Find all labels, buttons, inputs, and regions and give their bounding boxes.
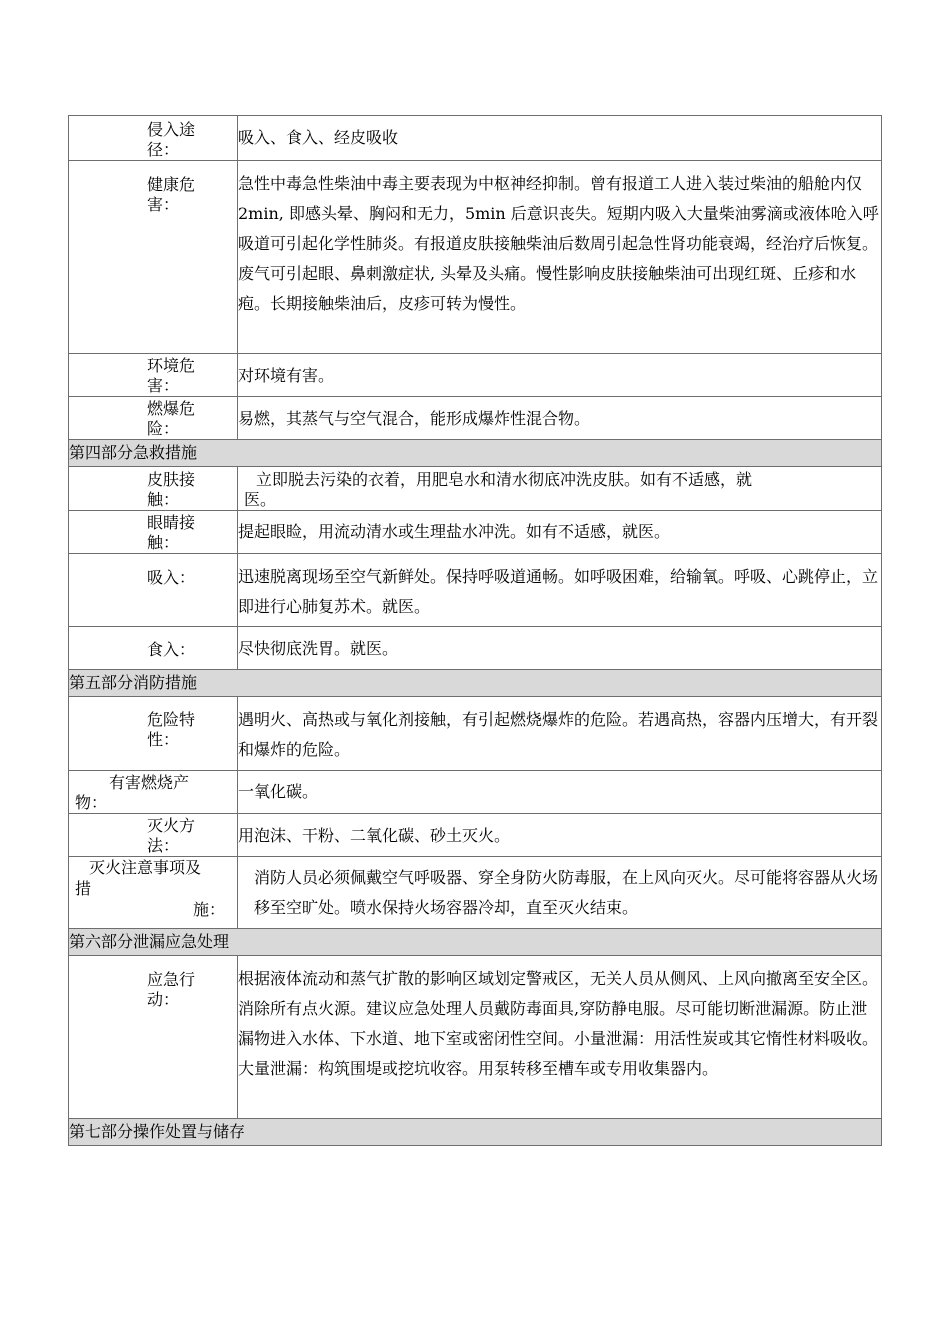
label-cell: [69, 511, 238, 554]
sds-table: [68, 115, 882, 1146]
section-header-handling-storage: [69, 1119, 882, 1146]
section-title: 第七部分操作处置与储存: [69, 1119, 882, 1146]
value-cell: 遇明火、高热或与氧化剂接触，有引起燃烧爆炸的危险。若遇高热，容器内压增大，有开裂和爆炸的危险。: [238, 697, 882, 771]
label-line: 眼睛接: [147, 513, 196, 532]
section-header-first-aid: [69, 440, 882, 467]
row-extinguish-method: [69, 814, 882, 857]
label-line: 动：: [147, 990, 180, 1009]
row-health-hazard: [69, 161, 882, 354]
value-cell: 提起眼睑，用流动清水或生理盐水冲洗。如有不适感，就医。: [238, 511, 882, 554]
label-line: 灭火注意事项及: [89, 858, 202, 877]
label-line: 侵入途: [147, 120, 196, 139]
label-line: 食入：: [147, 640, 196, 659]
label-line: 径：: [147, 140, 180, 159]
label-line: 险：: [147, 419, 180, 438]
value-cell: 根据液体流动和蒸气扩散的影响区域划定警戒区，无关人员从侧风、上风向撤离至安全区。消除所有点火源。建议应急处理人员戴防毒面具,穿防静电服。尽可能切断泄漏源。防止泄漏物进入水体、下水道、地下室或密闭性空间。小量泄漏：用活性炭或其它惰性材料吸收。大量泄漏：构筑围堤或挖坑收容。用泵转移至槽车或专用收集器内。: [238, 956, 882, 1119]
label-cell: [69, 956, 238, 1119]
label-line: 灭火方: [147, 816, 196, 835]
value-line: 医。: [244, 490, 277, 509]
row-skin-contact: [69, 467, 882, 511]
label-line: 应急行: [147, 970, 196, 989]
value-cell: 消防人员必须佩戴空气呼吸器、穿全身防火防毒服，在上风向灭火。尽可能将容器从火场移至空旷处。喷水保持火场容器冷却，直至灭火结束。: [238, 857, 882, 929]
value-cell: 一氧化碳。: [238, 771, 882, 814]
label-cell: [69, 397, 238, 440]
label-line: 措: [75, 879, 92, 898]
label-cell: [69, 354, 238, 397]
label-line: 害：: [147, 376, 180, 395]
label-cell: [69, 814, 238, 857]
value-cell: 尽快彻底洗胃。就医。: [238, 627, 882, 670]
label-line: 危险特: [147, 710, 196, 729]
label-cell: [69, 627, 238, 670]
label-cell: [69, 857, 238, 929]
label-cell: [69, 771, 238, 814]
row-emergency-action: [69, 956, 882, 1119]
section-title: 第四部分急救措施: [69, 440, 882, 467]
label-line: 触：: [147, 533, 180, 552]
label-line: 触：: [147, 490, 180, 509]
value-cell: 用泡沫、干粉、二氧化碳、砂土灭火。: [238, 814, 882, 857]
row-ingestion: [69, 627, 882, 670]
label-line: 害：: [147, 195, 180, 214]
section-title: 第五部分消防措施: [69, 670, 882, 697]
row-combustion-products: [69, 771, 882, 814]
section-title: 第六部分泄漏应急处理: [69, 929, 882, 956]
label-line: 环境危: [147, 356, 196, 375]
section-header-leak-handling: [69, 929, 882, 956]
row-invasion-route: [69, 116, 882, 161]
label-line: 施：: [193, 900, 226, 919]
label-line: 性：: [147, 730, 180, 749]
label-cell: [69, 467, 238, 511]
section-header-fire-fighting: [69, 670, 882, 697]
value-cell: 易燃，其蒸气与空气混合，能形成爆炸性混合物。: [238, 397, 882, 440]
label-cell: [69, 554, 238, 627]
label-line: 健康危: [147, 175, 196, 194]
value-cell: 迅速脱离现场至空气新鲜处。保持呼吸道通畅。如呼吸困难，给输氧。呼吸、心跳停止，立即进行心肺复苏术。就医。: [238, 554, 882, 627]
value-line: 立即脱去污染的衣着，用肥皂水和清水彻底冲洗皮肤。如有不适感，就: [256, 470, 753, 489]
row-hazard-props: [69, 697, 882, 771]
label-line: 法：: [147, 836, 180, 855]
row-inhalation: [69, 554, 882, 627]
row-env-hazard: [69, 354, 882, 397]
row-extinguish-notes: [69, 857, 882, 929]
label-line: 有害燃烧产: [109, 773, 190, 792]
value-cell: 吸入、食入、经皮吸收: [238, 116, 882, 161]
label-cell: [69, 116, 238, 161]
row-eye-contact: [69, 511, 882, 554]
label-line: 燃爆危: [147, 399, 196, 418]
label-cell: [69, 161, 238, 354]
value-cell: 急性中毒急性柴油中毒主要表现为中枢神经抑制。曾有报道工人进入装过柴油的船舱内仅 2min, 即感头晕、胸闷和无力，5min 后意识丧失。短期内吸入大量柴油雾滴或液体呛入呼吸道可引起化学性肺炎。有报道皮肤接触柴油后数周引起急性肾功能衰竭，经治疗后恢复。废气可引起眼、鼻刺激症状, 头晕及头痛。慢性影响皮肤接触柴油可出现红斑、丘疹和水疱。长期接触柴油后，皮疹可转为慢性。: [238, 161, 882, 354]
value-cell: 对环境有害。: [238, 354, 882, 397]
row-fire-hazard: [69, 397, 882, 440]
label-cell: [69, 697, 238, 771]
label-line: 物：: [75, 793, 108, 812]
label-line: 吸入：: [147, 568, 196, 587]
value-cell: [238, 467, 882, 511]
label-line: 皮肤接: [147, 470, 196, 489]
